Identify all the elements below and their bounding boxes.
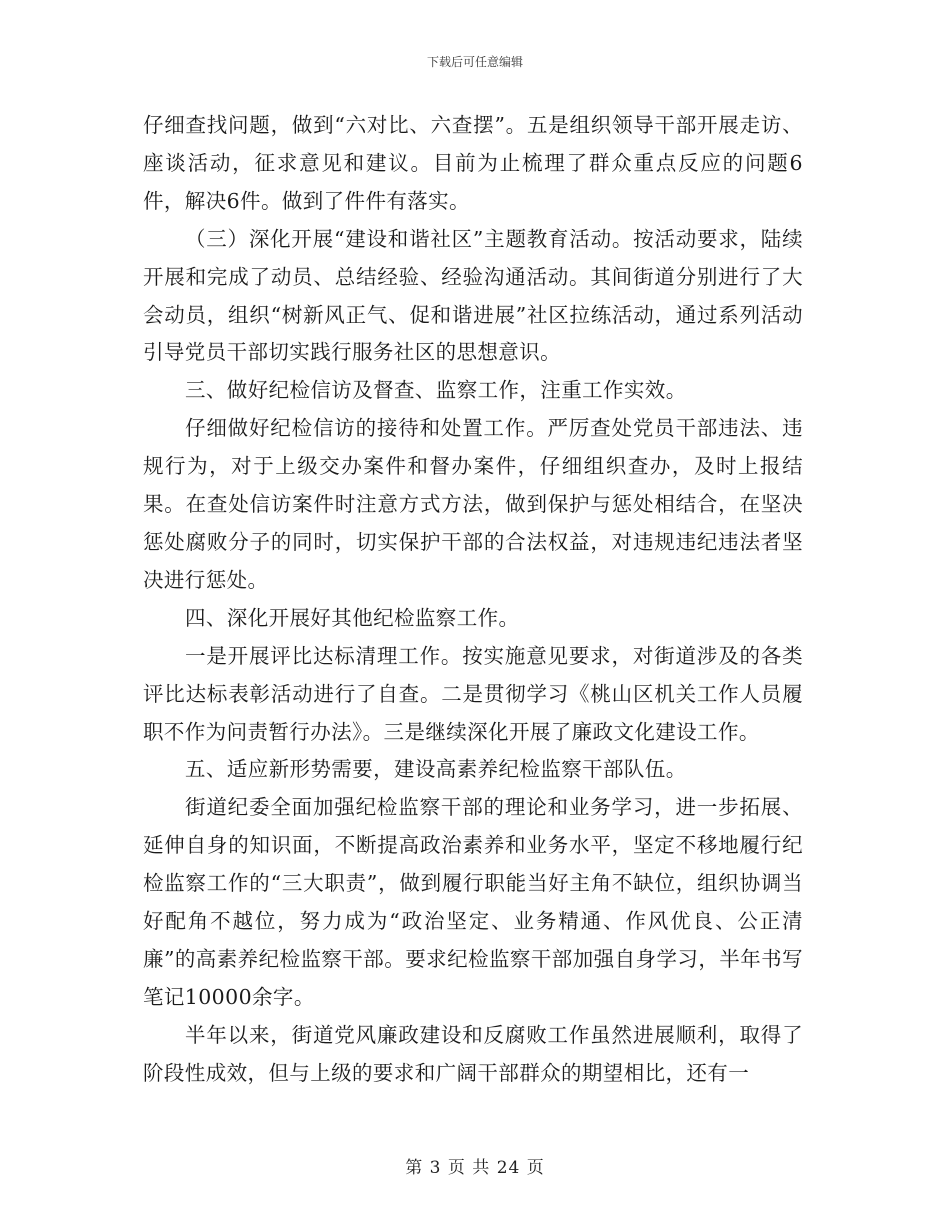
paragraph-5-heading: 四、深化开展好其他纪检监察工作。 xyxy=(185,605,520,630)
paragraph-8: 街道纪委全面加强纪检监察干部的理论和业务学习，进一步拓展、延伸自身的知识面，不断提高政治素养和业务水平，坚定不移地履行纪检监察工作的“三大职责”，做到履行职能当好主角不缺位，组织协调当好配角不越位，努力成为“政治坚定、业务精通、作风优良、公正清廉”的高素养纪检监察干部。要求纪检监察干部加强自身学习，半年书写笔记10000余字。 xyxy=(143,795,803,1009)
paragraph-9: 半年以来，街道党风廉政建设和反腐败工作虽然进展顺利，取得了阶段性成效，但与上级的要求和广阔干部群众的期望相比，还有一 xyxy=(143,1022,803,1085)
document-body xyxy=(143,107,803,1093)
paragraph-7-heading: 五、适应新形势需要，建设高素养纪检监察干部队伍。 xyxy=(185,757,687,782)
paragraph-6: 一是开展评比达标清理工作。按实施意见要求，对街道涉及的各类评比达标表彰活动进行了自查。二是贯彻学习《桃山区机关工作人员履职不作为问责暂行办法》。三是继续深化开展了廉政文化建设工作。 xyxy=(143,643,803,744)
paragraph-1: 仔细查找问题，做到“六对比、六查摆”。五是组织领导干部开展走访、座谈活动，征求意见和建议。目前为止梳理了群众重点反应的问题6件，解决6件。做到了件件有落实。 xyxy=(143,113,803,213)
page-header-note: 下载后可任意编辑 xyxy=(426,55,523,69)
paragraph-3-heading: 三、做好纪检信访及督查、监察工作，注重工作实效。 xyxy=(185,378,687,403)
paragraph-2: （三）深化开展“建设和谐社区”主题教育活动。按活动要求，陆续开展和完成了动员、总结经验、经验沟通活动。其间街道分别进行了大会动员，组织“树新风正气、促和谐进展”社区拉练活动，通过系列活动引导党员干部切实践行服务社区的思想意识。 xyxy=(143,226,803,365)
page-number-footer: 第 3 页 共 24 页 xyxy=(405,1158,545,1178)
paragraph-4: 仔细做好纪检信访的接待和处置工作。严厉查处党员干部违法、违规行为，对于上级交办案件和督办案件，仔细组织查办，及时上报结果。在查处信访案件时注意方式方法，做到保护与惩处相结合，在坚决惩处腐败分子的同时，切实保护干部的合法权益，对违规违纪违法者坚决进行惩处。 xyxy=(143,416,803,592)
